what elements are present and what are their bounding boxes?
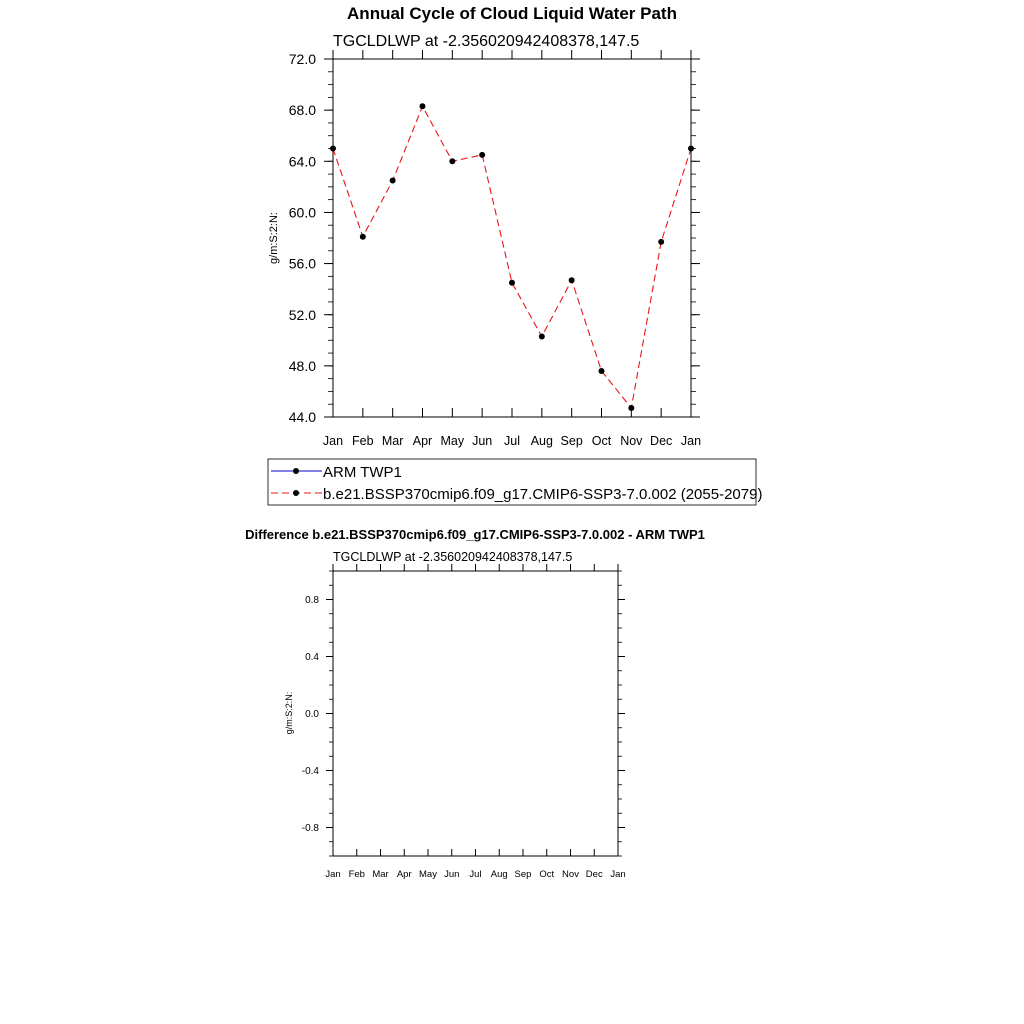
chart-1-xtick-label: Nov — [620, 434, 643, 448]
chart-2-ytick-label: -0.4 — [301, 766, 319, 778]
data-point — [360, 234, 366, 240]
data-point — [420, 103, 426, 109]
chart-1-xtick-label: Apr — [412, 434, 433, 448]
chart-1-xtick-label: Jun — [472, 434, 493, 448]
data-point — [658, 239, 664, 245]
chart-2-xtick-label: Jan — [610, 869, 626, 880]
chart-2-subtitle: TGCLDLWP at -2.356020942408378,147.5 — [333, 550, 573, 564]
chart-2-ytick-label: 0.0 — [305, 709, 319, 721]
chart-2-title: Difference b.e21.BSSP370cmip6.f09_g17.CMIP6-SSP3-7.0.002 - ARM TWP1 — [245, 527, 705, 542]
chart-1 — [268, 4, 701, 448]
data-point — [509, 280, 515, 286]
chart-1-ytick-label: 72.0 — [288, 51, 316, 68]
chart-2-xtick-label: May — [419, 869, 437, 880]
chart-1-ytick-label: 64.0 — [288, 153, 316, 170]
data-point — [390, 177, 396, 183]
legend-marker-model — [293, 490, 299, 496]
legend — [268, 459, 762, 505]
data-point — [628, 405, 634, 411]
chart-1-xtick-label: Jan — [680, 434, 702, 448]
chart-2-xtick-label: Jul — [469, 869, 482, 880]
chart-2-plot-frame — [333, 571, 618, 856]
chart-2-xtick-label: Sep — [514, 869, 532, 880]
chart-2-xtick-label: Aug — [490, 869, 508, 880]
chart-2-xtick-label: Mar — [372, 869, 389, 880]
chart-1-xtick-label: Dec — [650, 434, 673, 448]
chart-2-xtick-label: Oct — [539, 869, 555, 880]
chart-2-xtick-label: Feb — [348, 869, 365, 880]
legend-marker-arm — [293, 468, 299, 474]
chart-1-ytick-label: 48.0 — [288, 357, 316, 374]
chart-2-ytick-label: -0.8 — [301, 823, 319, 835]
chart-1-xtick-label: Oct — [591, 434, 612, 448]
chart-1-xtick-label: May — [440, 434, 465, 448]
series-line-1 — [333, 106, 691, 408]
chart-2-xtick-label: Nov — [562, 869, 579, 880]
chart-1-xtick-label: Jan — [322, 434, 344, 448]
chart-2-ylabel: g/m:S:2:N: — [284, 691, 294, 735]
data-point — [330, 146, 336, 152]
chart-1-xtick-label: Feb — [352, 434, 374, 448]
chart-1-ylabel: g/m:S:2:N: — [268, 212, 280, 264]
chart-2-xtick-label: Apr — [396, 869, 412, 880]
data-point — [569, 277, 575, 283]
chart-2-ytick-label: 0.4 — [305, 652, 319, 664]
chart-1-xtick-label: Mar — [381, 434, 404, 448]
data-point — [479, 152, 485, 158]
data-point — [539, 333, 545, 339]
chart-2-ytick-label: 0.8 — [305, 595, 319, 607]
chart-1-ytick-label: 68.0 — [288, 102, 316, 119]
chart-1-xtick-label: Jul — [504, 434, 520, 448]
data-point — [449, 158, 455, 164]
chart-2-xtick-label: Jun — [444, 869, 460, 880]
chart-1-plot-frame — [333, 59, 691, 417]
chart-1-xtick-label: Aug — [530, 434, 553, 448]
chart-2-axes — [302, 564, 626, 880]
chart-1-title: Annual Cycle of Cloud Liquid Water Path — [347, 4, 677, 23]
chart-1-axes — [289, 50, 701, 448]
chart-1-ytick-label: 44.0 — [288, 409, 316, 426]
chart-2-xtick-label: Jan — [325, 869, 341, 880]
chart-2-xtick-label: Dec — [585, 869, 603, 880]
legend-label-model: b.e21.BSSP370cmip6.f09_g17.CMIP6-SSP3-7.0.002 (2055-2079) — [323, 486, 763, 503]
chart-1-ytick-label: 60.0 — [288, 204, 316, 221]
chart-1-ytick-label: 56.0 — [288, 255, 316, 272]
chart-1-series — [330, 103, 694, 411]
data-point — [599, 368, 605, 374]
legend-label-arm: ARM TWP1 — [323, 464, 402, 481]
chart-1-xtick-label: Sep — [560, 434, 583, 448]
chart-2 — [245, 527, 705, 880]
data-point — [688, 146, 694, 152]
chart-1-ytick-label: 52.0 — [288, 306, 316, 323]
chart-1-subtitle: TGCLDLWP at -2.356020942408378,147.5 — [333, 33, 640, 50]
